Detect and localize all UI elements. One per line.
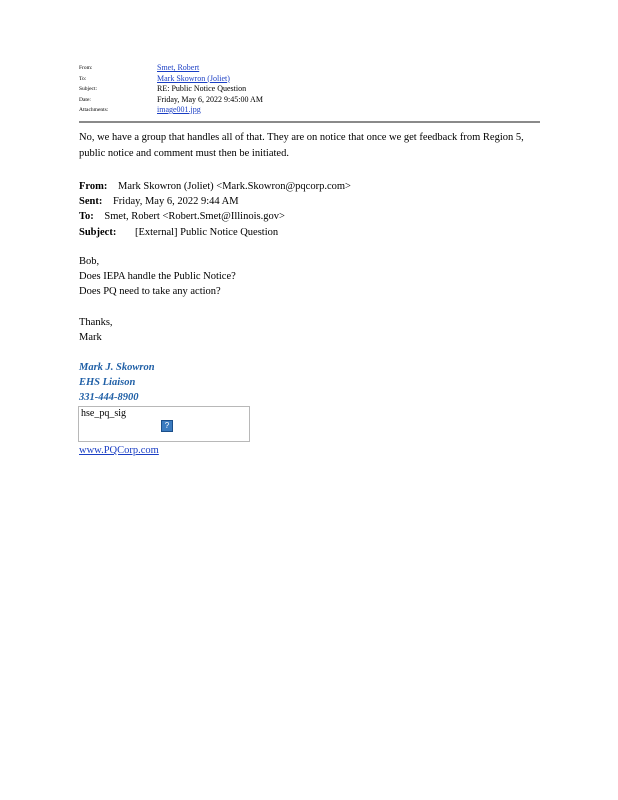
- signature-name: Mark J. Skowron: [79, 362, 155, 373]
- quoted-message-body: [79, 254, 236, 345]
- header-label-from: From:: [79, 65, 93, 71]
- header-label-date: Date:: [79, 96, 91, 103]
- header-row-from: [79, 63, 539, 74]
- signature-image-alt-text: hse_pq_sig: [81, 408, 126, 419]
- header-to-link[interactable]: Mark Skowron (Joliet): [157, 73, 230, 83]
- header-subject-value: RE: Public Notice Question: [157, 84, 247, 93]
- header-row-attachments: [79, 105, 539, 116]
- body-closing: Thanks,: [79, 316, 113, 328]
- header-label-subject: Subject:: [79, 86, 98, 92]
- quoted-to-line: [79, 209, 351, 224]
- quoted-from-value: Mark Skowron (Joliet) <Mark.Skowron@pqcorp.com>: [118, 181, 351, 192]
- body-sender: Mark: [79, 332, 102, 343]
- website-link[interactable]: www.PQCorp.com: [79, 445, 159, 456]
- reply-message-text: No, we have a group that handles all of that. They are on notice that once we get feedback from Region 5, public notice and comment must then be initiated.: [79, 132, 524, 159]
- signature-title: EHS Liaison: [79, 377, 136, 389]
- body-line-2: Does PQ need to take any action?: [79, 286, 221, 298]
- header-date-value: Friday, May 6, 2022 9:45:00 AM: [157, 94, 263, 104]
- quoted-from-line: [79, 179, 351, 194]
- attachment-link[interactable]: image001.jpg: [157, 105, 201, 114]
- email-header: [79, 63, 539, 116]
- quoted-subject-label: Subject:: [79, 226, 117, 238]
- quoted-from-label: From:: [79, 181, 108, 192]
- signature-image-placeholder: [78, 406, 250, 442]
- broken-image-icon: ?: [161, 420, 173, 432]
- quoted-sent-label: Sent:: [79, 196, 103, 208]
- body-greeting: Bob,: [79, 256, 100, 267]
- header-row-to: [79, 74, 539, 85]
- header-divider: [79, 121, 540, 123]
- quoted-sent-line: [79, 194, 351, 209]
- body-line-1: Does IEPA handle the Public Notice?: [79, 271, 236, 283]
- quoted-subject-value: [External] Public Notice Question: [134, 226, 279, 238]
- signature-block: [79, 360, 155, 406]
- header-row-date: [79, 95, 539, 106]
- header-row-subject: [79, 84, 539, 95]
- header-from-link[interactable]: Smet, Robert: [157, 63, 200, 72]
- quoted-subject-line: [79, 225, 351, 240]
- header-label-attachments: Attachments:: [79, 107, 109, 113]
- signature-phone: 331-444-8900: [79, 392, 139, 404]
- header-label-to: To:: [79, 75, 87, 82]
- quoted-to-label: To:: [79, 211, 94, 223]
- quoted-sent-value: Friday, May 6, 2022 9:44 AM: [112, 196, 239, 208]
- quoted-message-header: [79, 179, 351, 240]
- quoted-to-value: Smet, Robert <Robert.Smet@Illinois.gov>: [104, 211, 285, 223]
